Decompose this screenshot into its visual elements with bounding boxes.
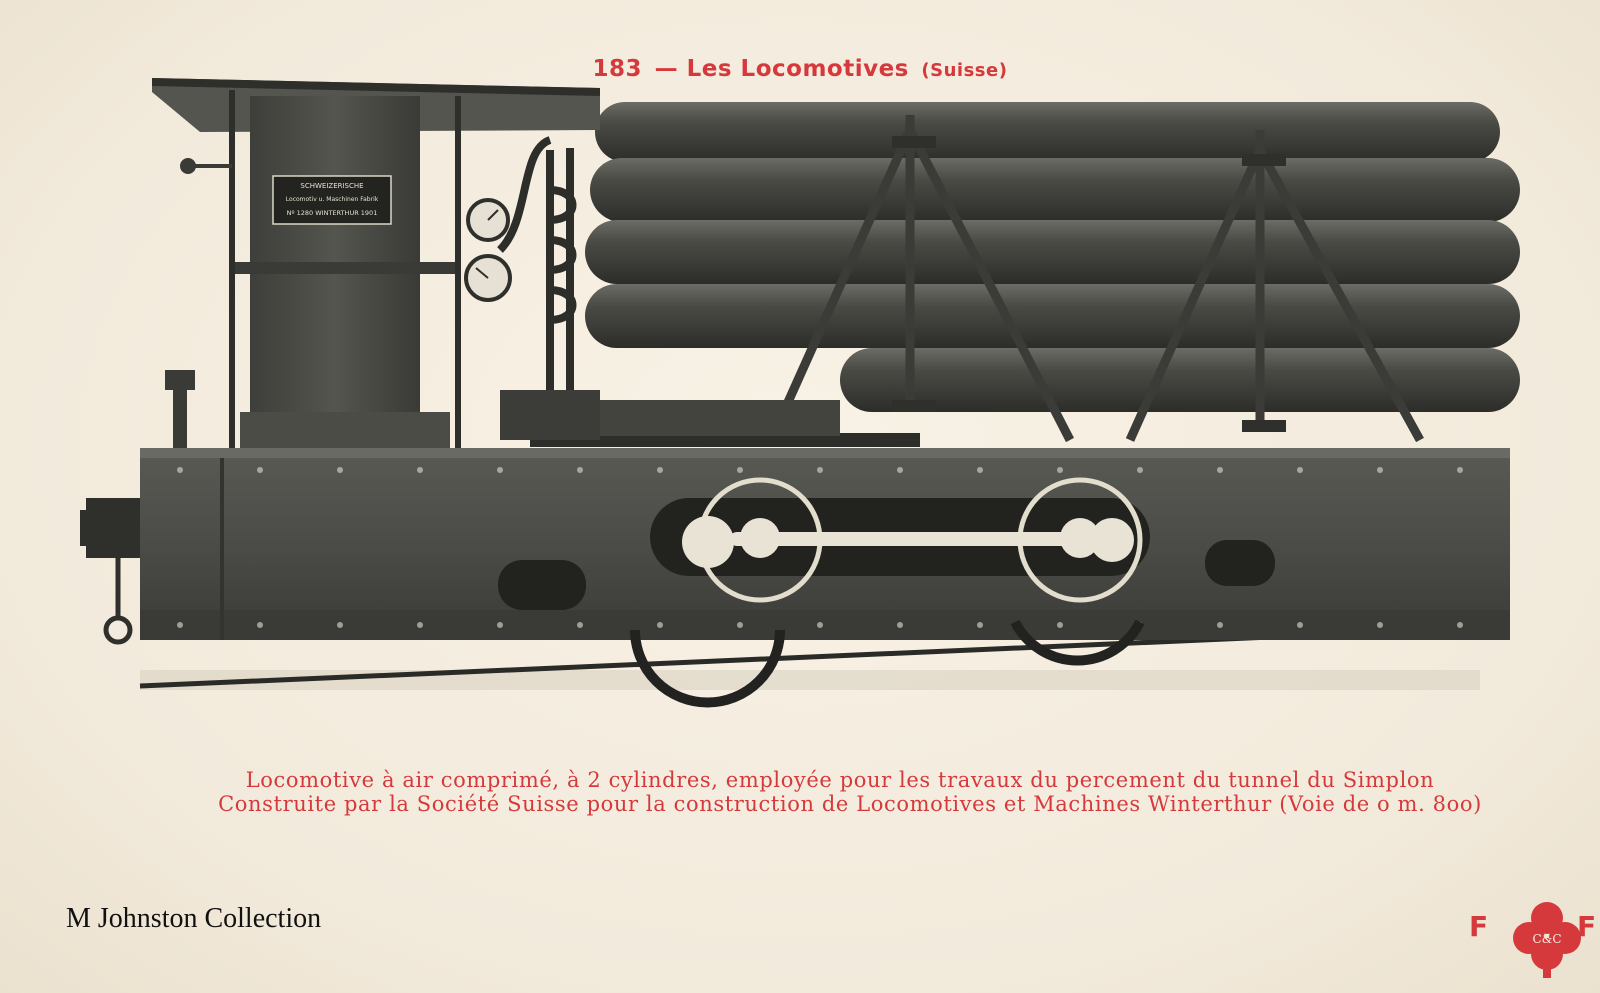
plate-line-1: SCHWEIZERISCHE [300,182,364,190]
publisher-logo [1469,900,1597,980]
locomotive-photo [80,70,1550,710]
card-number: 183 [592,56,643,82]
cloverleaf-icon [1511,900,1583,980]
caption-line-1: Locomotive à air comprimé, à 2 cylindres, employée pour les travaux du percement du tunnel du Simplon [245,768,1435,792]
plate-line-2: Locomotiv u. Maschinen Fabrik [285,196,379,203]
collection-label: M Johnston Collection [66,903,322,934]
frame-port-right [1205,540,1275,586]
wheel-lower-left [635,630,780,703]
publisher-letter-left: F [1469,910,1489,943]
title-text: Les Locomotives [686,56,909,82]
publisher-letter-right: F [1577,910,1597,943]
frame-port-left [498,560,586,610]
caption-line-2: Construite par la Société Suisse pour la construction de Locomotives et Machines Winterthur (Voie de o m. 8oo) [218,792,1482,816]
publisher-monogram: C&C [1532,932,1562,946]
ground-shadow [140,670,1480,690]
plate-line-3: Nº 1280 WINTERTHUR 1901 [286,209,378,217]
coupler [80,498,140,642]
piping [500,140,573,400]
title-country: (Suisse) [921,60,1008,81]
title-dash: — [654,56,679,82]
front-valve [165,158,232,448]
builders-plate [273,176,391,224]
cab-column [250,96,420,414]
